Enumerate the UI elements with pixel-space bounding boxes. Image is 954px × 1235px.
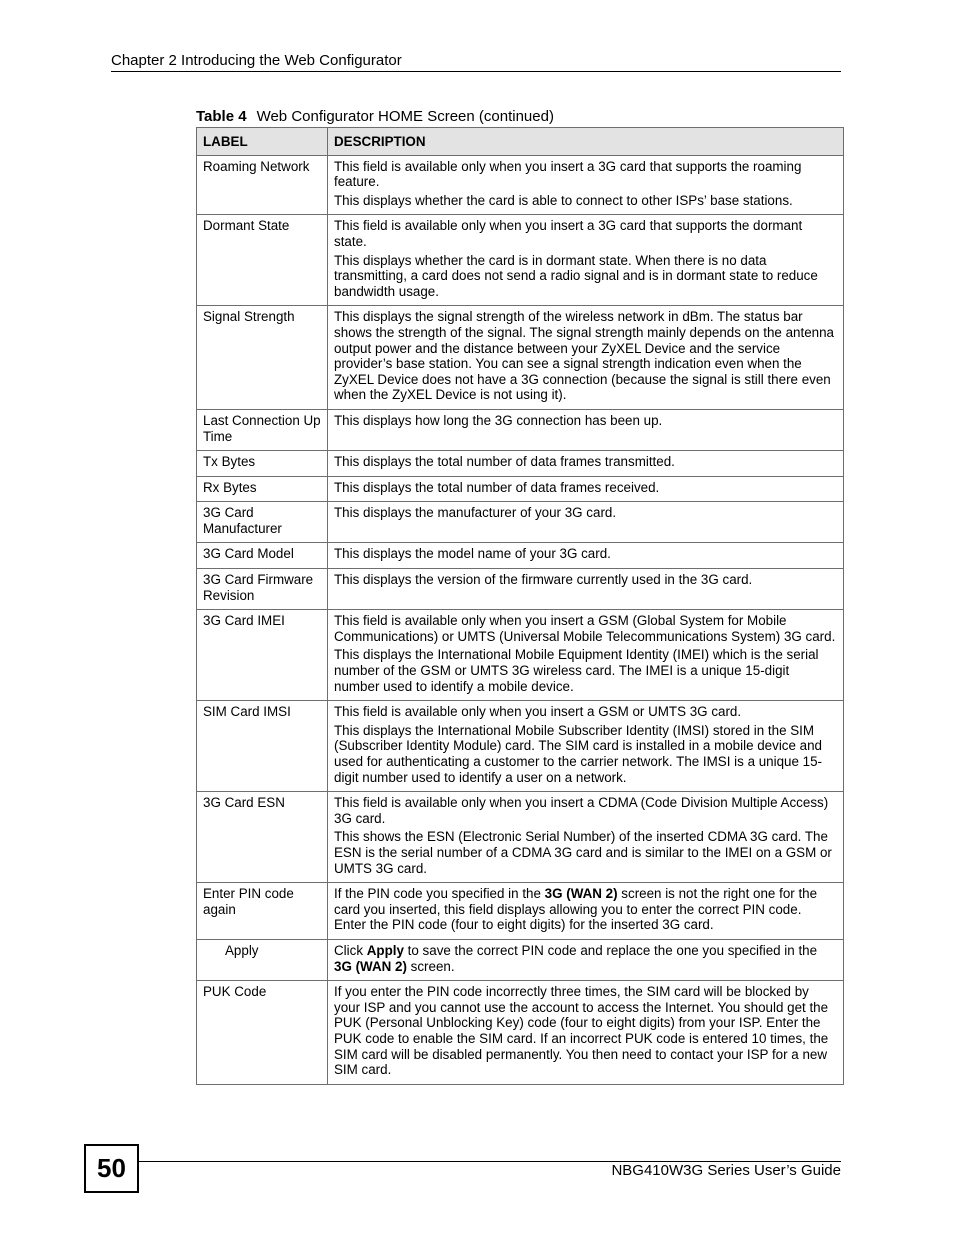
- row-label: Dormant State: [197, 215, 328, 306]
- row-description: [328, 476, 844, 502]
- table-row: [197, 701, 844, 792]
- row-label: Rx Bytes: [197, 476, 328, 502]
- description-paragraph: [334, 795, 837, 826]
- row-description: [328, 792, 844, 883]
- row-description: [328, 981, 844, 1085]
- row-label: Tx Bytes: [197, 451, 328, 477]
- table-row: [197, 792, 844, 883]
- row-label: 3G Card ESN: [197, 792, 328, 883]
- description-text: This displays how long the 3G connection has been up.: [334, 412, 663, 428]
- row-label: 3G Card IMEI: [197, 610, 328, 701]
- column-header-label: LABEL: [197, 128, 328, 156]
- header-divider: [111, 71, 841, 72]
- row-label: SIM Card IMSI: [197, 701, 328, 792]
- description-paragraph: [334, 480, 837, 496]
- table-row: [197, 883, 844, 940]
- row-description: [328, 701, 844, 792]
- description-paragraph: [334, 454, 837, 470]
- table-caption: [196, 108, 554, 125]
- description-text: If the PIN code you specified in the: [334, 886, 545, 902]
- row-description: [328, 883, 844, 940]
- table-row: [197, 215, 844, 306]
- table-row: [197, 306, 844, 410]
- description-paragraph: [334, 943, 837, 974]
- table-row: [197, 155, 844, 215]
- row-description: [328, 306, 844, 410]
- description-paragraph: [334, 546, 837, 562]
- description-paragraph: [334, 218, 837, 249]
- description-paragraph: [334, 829, 837, 876]
- description-text: This displays the International Mobile Equipment Identity (IMEI) which is the serial number of the GSM or UMTS 3G wireless card. The IMEI is a unique 15-digit number used to identify a mobile device.: [334, 647, 819, 694]
- table-header-row: [197, 128, 844, 156]
- description-paragraph: [334, 886, 837, 933]
- description-text: This displays the total number of data frames transmitted.: [334, 454, 675, 470]
- table-row: [197, 610, 844, 701]
- description-text: This displays the manufacturer of your 3G card.: [334, 505, 617, 521]
- description-paragraph: [334, 193, 837, 209]
- row-label: 3G Card Model: [197, 543, 328, 569]
- table-caption-label: Table 4: [196, 108, 247, 125]
- description-text: This displays the model name of your 3G card.: [334, 546, 611, 562]
- row-label: Apply: [197, 939, 328, 980]
- description-text: This displays the total number of data frames received.: [334, 479, 660, 495]
- description-paragraph: [334, 704, 837, 720]
- description-text: This displays the version of the firmware currently used in the 3G card.: [334, 572, 753, 588]
- description-text: This displays the signal strength of the wireless network in dBm. The status bar shows the strength of the signal. The signal strength mainly depends on the antenna output power and the distance between your ZyXEL Device and the service provider’s base station. You can see a signal strength indication even when the ZyXEL Device does not have a 3G connection (because the signal is still there even when the ZyXEL Device is not using it).: [334, 309, 834, 403]
- table-row: [197, 502, 844, 543]
- row-label: Last Connection Up Time: [197, 409, 328, 450]
- description-text: If you enter the PIN code incorrectly three times, the SIM card will be blocked by your ISP and you cannot use the account to access the Internet. You should get the PUK (Personal Unblocking Key) code (four to eight digits) from your ISP. Enter the PUK code to enable the SIM card. If an incorrect PUK code is entered 10 times, the SIM card will be disabled permanently. You then need to contact your ISP for a new SIM card.: [334, 984, 829, 1078]
- column-header-description: DESCRIPTION: [328, 128, 844, 156]
- table-caption-text: Web Configurator HOME Screen (continued): [256, 108, 554, 125]
- row-label: 3G Card Firmware Revision: [197, 569, 328, 610]
- description-text: screen.: [406, 958, 455, 974]
- description-paragraph: [334, 159, 837, 190]
- table-row: [197, 409, 844, 450]
- row-label: Roaming Network: [197, 155, 328, 215]
- table-row: [197, 543, 844, 569]
- description-paragraph: [334, 253, 837, 300]
- description-paragraph: [334, 613, 837, 644]
- guide-title: NBG410W3G Series User’s Guide: [611, 1162, 841, 1179]
- table-row: [197, 939, 844, 980]
- description-paragraph: [334, 723, 837, 785]
- row-label: 3G Card Manufacturer: [197, 502, 328, 543]
- description-text: This field is available only when you insert a CDMA (Code Division Multiple Access) 3G card.: [334, 795, 829, 826]
- description-text: This displays whether the card is able to connect to other ISPs’ base stations.: [334, 192, 793, 208]
- description-text: This shows the ESN (Electronic Serial Number) of the inserted CDMA 3G card. The ESN is the serial number of a CDMA 3G card and is similar to the IMEI on a GSM or UMTS 3G card.: [334, 829, 832, 876]
- table-row: [197, 981, 844, 1085]
- description-text: Click: [334, 942, 367, 958]
- page-number: 50: [84, 1144, 139, 1193]
- description-paragraph: [334, 413, 837, 429]
- description-text: to save the correct PIN code and replace the one you specified in the: [403, 942, 818, 958]
- description-paragraph: [334, 984, 837, 1078]
- table-body: [197, 155, 844, 1084]
- row-description: [328, 451, 844, 477]
- description-text: This field is available only when you insert a GSM or UMTS 3G card.: [334, 704, 742, 720]
- row-description: [328, 155, 844, 215]
- table-row: [197, 476, 844, 502]
- row-label: Enter PIN code again: [197, 883, 328, 940]
- description-text: This field is available only when you insert a 3G card that supports the roaming feature.: [334, 158, 802, 190]
- emphasis-text: 3G (WAN 2): [544, 886, 618, 902]
- description-paragraph: [334, 572, 837, 588]
- chapter-header: Chapter 2 Introducing the Web Configurator: [111, 52, 402, 69]
- description-text: This field is available only when you insert a 3G card that supports the dormant state.: [334, 218, 803, 249]
- description-text: This displays the International Mobile Subscriber Identity (IMSI) stored in the SIM (Subscriber Identity Module) card. The SIM card is installed in a mobile device and used for authenticating a customer to the carrier network. The IMSI is a unique 15-digit number used to identify a user on a network.: [334, 722, 823, 785]
- description-text: This field is available only when you insert a GSM (Global System for Mobile Communications) or UMTS (Universal Mobile Telecommunications System) 3G card.: [334, 613, 836, 644]
- home-screen-table: [196, 127, 844, 1085]
- description-paragraph: [334, 647, 837, 694]
- row-label: Signal Strength: [197, 306, 328, 410]
- row-description: [328, 543, 844, 569]
- row-description: [328, 215, 844, 306]
- row-label: PUK Code: [197, 981, 328, 1085]
- row-description: [328, 502, 844, 543]
- row-description: [328, 610, 844, 701]
- row-description: [328, 569, 844, 610]
- emphasis-text: Apply: [366, 942, 404, 958]
- row-description: [328, 939, 844, 980]
- emphasis-text: 3G (WAN 2): [334, 958, 407, 974]
- description-text: This displays whether the card is in dormant state. When there is no data transmitting, a card does not send a radio signal and is in dormant state to reduce bandwidth usage.: [334, 252, 818, 299]
- description-text: screen is not the right one for the card you inserted, this field displays allowing you to enter the correct PIN code. Enter the PIN code (four to eight digits) for the inserted 3G card.: [334, 886, 818, 933]
- table-row: [197, 569, 844, 610]
- description-paragraph: [334, 505, 837, 521]
- row-description: [328, 409, 844, 450]
- description-paragraph: [334, 309, 837, 403]
- table-row: [197, 451, 844, 477]
